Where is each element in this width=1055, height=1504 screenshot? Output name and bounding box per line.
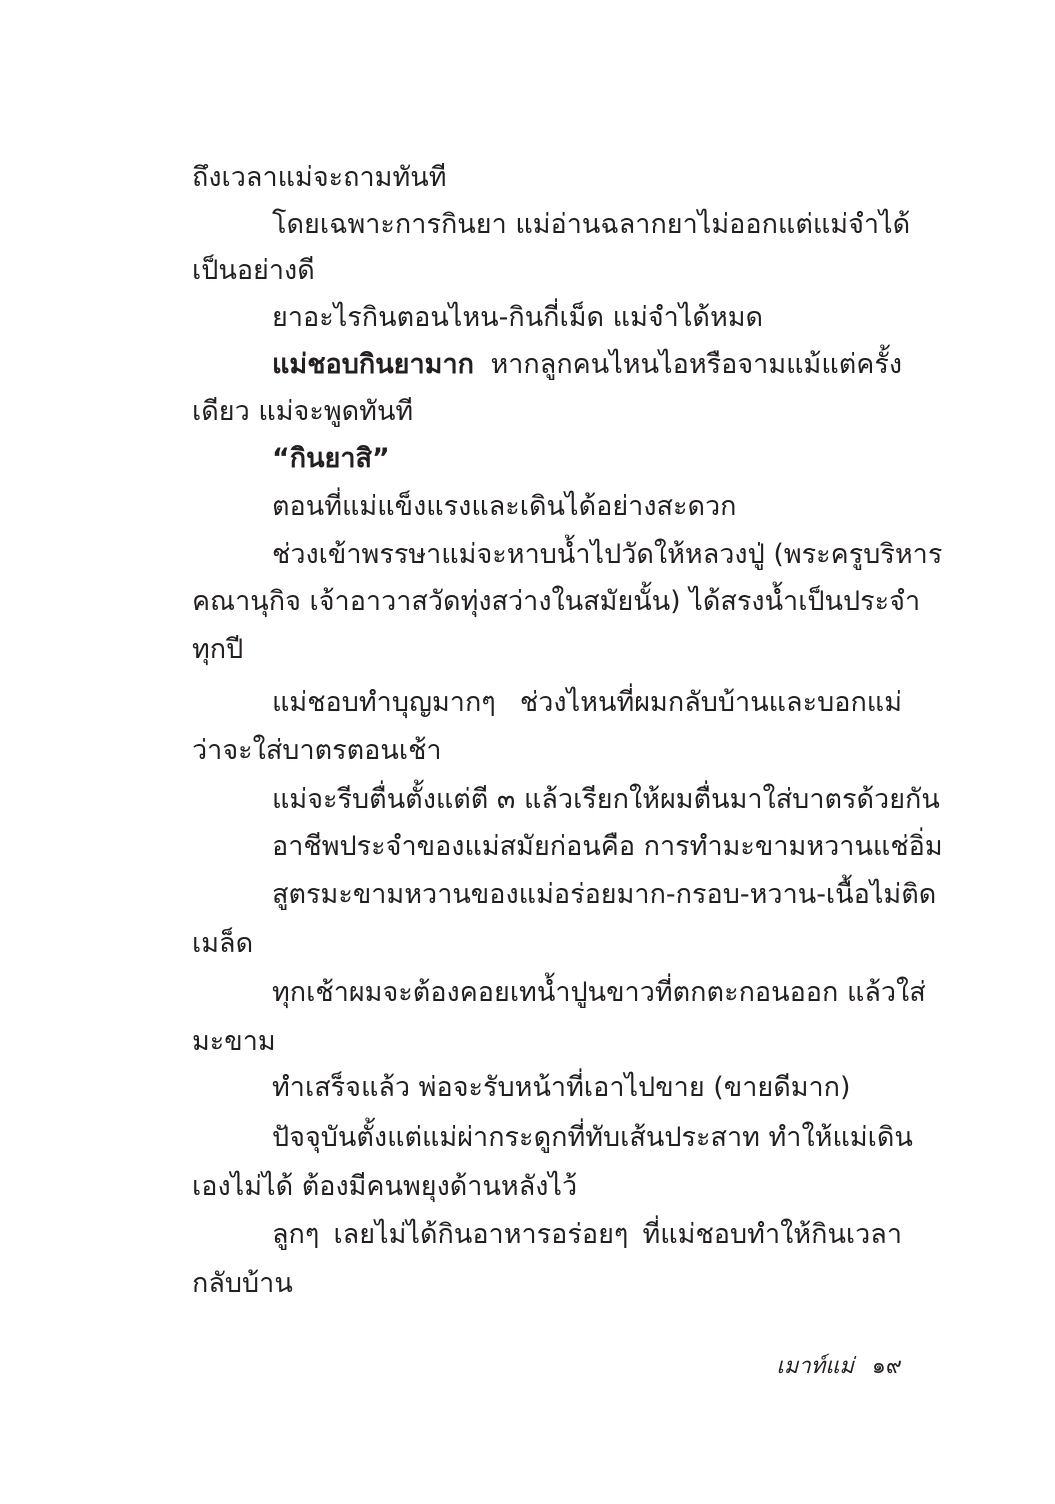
paragraph-line: ว่าจะใส่บาตรตอนเช้า xyxy=(192,735,442,766)
running-title: เมาท์แม่ xyxy=(776,1354,854,1379)
paragraph-line: เดียว แม่จะพูดทันที xyxy=(192,396,414,427)
paragraph-line: อาชีพประจำของแม่สมัยก่อนคือ การทำมะขามหวานแช่อิ่ม xyxy=(272,831,943,862)
paragraph-line: เองไม่ได้ ต้องมีคนพยุงด้านหลังไว้ xyxy=(192,1171,578,1202)
paragraph-line: ลูกๆ เลยไม่ได้กินอาหารอร่อยๆ ที่แม่ชอบทำให้กินเวลา xyxy=(272,1219,902,1250)
page-footer xyxy=(700,1352,902,1382)
paragraph-text: หากลูกคนไหนไอหรือจามแม้แต่ครั้ง xyxy=(473,349,902,380)
paragraph-line: ปัจจุบันตั้งแต่แม่ผ่ากระดูกที่ทับเส้นประสาท ทำให้แม่เดิน xyxy=(272,1122,913,1153)
paragraph-line: ทุกเช้าผมจะต้องคอยเทน้ำปูนขาวที่ตกตะกอนออก แล้วใส่ xyxy=(272,977,926,1008)
paragraph-line: เมล็ด xyxy=(192,928,254,959)
paragraph-line: ทำเสร็จแล้ว พ่อจะรับหน้าที่เอาไปขาย (ขายดีมาก) xyxy=(272,1072,851,1103)
paragraph-line: สูตรมะขามหวานของแม่อร่อยมาก-กรอบ-หวาน-เนื้อไม่ติด xyxy=(272,879,937,910)
paragraph-line xyxy=(272,347,902,383)
paragraph-line: ยาอะไรกินตอนไหน-กินกี่เม็ด แม่จำได้หมด xyxy=(272,302,764,333)
bold-quote: “กินยาสิ” xyxy=(272,443,390,474)
paragraph-line: มะขาม xyxy=(192,1026,276,1057)
paragraph-line: แม่ชอบทำบุญมากๆ ช่วงไหนที่ผมกลับบ้านและบอกแม่ xyxy=(272,687,902,718)
paragraph-line: ตอนที่แม่แข็งแรงและเดินได้อย่างสะดวก xyxy=(272,491,737,522)
page-number: ๑๙ xyxy=(871,1354,902,1379)
paragraph-line: โดยเฉพาะการกินยา แม่อ่านฉลากยาไม่ออกแต่แม่จำได้ xyxy=(272,209,911,240)
paragraph-line: เป็นอย่างดี xyxy=(192,255,315,286)
paragraph-line: ทุกปี xyxy=(192,634,244,665)
quote-line xyxy=(272,441,390,477)
paragraph-line: คณานุกิจ เจ้าอาวาสวัดทุ่งสว่างในสมัยนั้น) ได้สรงน้ำเป็นประจำ xyxy=(192,586,921,617)
paragraph-line: ถึงเวลาแม่จะถามทันที xyxy=(192,162,447,193)
paragraph-line: ช่วงเข้าพรรษาแม่จะหาบน้ำไปวัดให้หลวงปู่ (พระครูบริหาร xyxy=(272,539,943,570)
paragraph-line: แม่จะรีบตื่นตั้งแต่ตี ๓ แล้วเรียกให้ผมตื่นมาใส่บาตรด้วยกัน xyxy=(272,784,940,815)
paragraph-line: กลับบ้าน xyxy=(192,1268,293,1299)
bold-phrase: แม่ชอบกินยามาก xyxy=(272,349,474,380)
